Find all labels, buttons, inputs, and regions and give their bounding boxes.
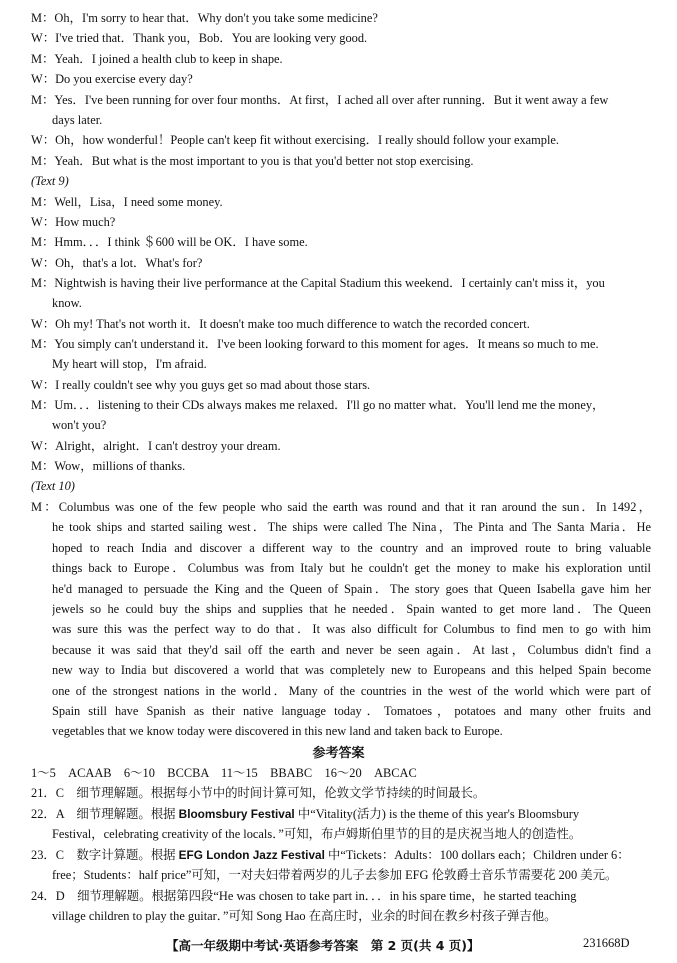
answer-24-cont: village children to play the guitar．”可知 Song Hao 在高庄时，业余的时间在教乡村孩子弹吉他。	[52, 909, 557, 923]
document-code: 231668D	[583, 936, 630, 950]
dialogue-line: W：Oh my! That's not worth it．It doesn't make too much difference to watch the recorded concert.	[31, 317, 530, 331]
passage-line: because it was said that they'd sail off the earth and never be seen again．At last，Columbus didn't find a	[52, 643, 651, 657]
passage-line: hoped to reach India and discover a different way to the country and an improved route to bring valuable	[52, 541, 651, 555]
dialogue-line-cont: days later.	[52, 113, 103, 127]
answer-key-line: 1～5 ACAAB 6～10 BCCBA 11～15 BBABC 16～20 ABCAC	[31, 766, 417, 780]
page-footer: 【高一年级期中考试·英语参考答案 第 2 页(共 4 页)】	[166, 938, 480, 953]
festival-name: EFG London Jazz Festival	[178, 848, 325, 862]
passage-line: M：Columbus was one of the few people who said the earth was round and that it ran around the sun．In 1492，	[31, 500, 651, 514]
dialogue-line: M：Nightwish is having their live performance at the Capital Stadium this weekend．I certainly can't miss it，you	[31, 276, 605, 290]
dialogue-line-cont: know.	[52, 296, 82, 310]
dialogue-line: M：Um．．．listening to their CDs always makes me relaxed．I'll go no matter what．You'll lend me the money，	[31, 398, 605, 412]
dialogue-line: M：Yeah．I joined a health club to keep in shape.	[31, 52, 283, 66]
answer-23-cont: free；Students：half price”可知，一对夫妇带着两岁的儿子去参加 EFG 伦敦爵士音乐节需要花 200 美元。	[52, 868, 618, 882]
answer-21: 21．C 细节理解题。根据每小节中的时间计算可知，伦敦文学节持续的时间最长。	[31, 786, 486, 800]
dialogue-line-cont: My heart will stop，I'm afraid.	[52, 357, 207, 371]
answer-22-cont: Festival，celebrating creativity of the locals．”可知，布卢姆斯伯里节的目的是庆祝当地人的创造性。	[52, 827, 582, 841]
festival-name: Bloomsbury Festival	[178, 807, 295, 821]
passage-line: was sure this was the perfect way to do that．It was also difficult for Columbus to find men to go with him	[52, 622, 651, 636]
dialogue-line: W：I've tried that．Thank you，Bob．You are looking very good.	[31, 31, 368, 45]
dialogue-line: W：I really couldn't see why you guys get so mad about those stars.	[31, 378, 371, 392]
passage-line: things back to Europe．Columbus was from Italy but he couldn't get the money to make his exploration until	[52, 561, 651, 575]
dialogue-line: W：How much?	[31, 215, 116, 229]
text10-label: (Text 10)	[31, 479, 75, 493]
dialogue-line: W：Alright，alright．I can't destroy your dream.	[31, 439, 281, 453]
dialogue-line: M：Yeah．But what is the most important to you is that you'd better not stop exercising.	[31, 154, 474, 168]
passage-line: he took ships and started sailing west．The ships were called The Nina，The Pinta and The Santa Maria．He	[52, 520, 651, 534]
passage-line: vegetables that we know today were discovered in this new land and taken back to Europe.	[52, 724, 503, 738]
dialogue-line: M：Well，Lisa，I need some money.	[31, 195, 223, 209]
dialogue-line: W：Oh，how wonderful！People can't keep fit without exercising．I really should follow your example.	[31, 133, 560, 147]
answer-23: 23．C 数字计算题。根据 EFG London Jazz Festival 中“Tickets：Adults：100 dollars each；Children under 6：	[31, 848, 630, 862]
text9-label: (Text 9)	[31, 174, 69, 188]
dialogue-line: M：Wow，millions of thanks.	[31, 459, 186, 473]
dialogue-line: M：Oh，I'm sorry to hear that．Why don't you take some medicine?	[31, 11, 378, 25]
passage-line: Spain still have Spanish as their native language today．Tomatoes，potatoes and many other fruits and	[52, 704, 651, 718]
dialogue-line: M：You simply can't understand it．I've been looking forward to this moment for ages．It means so much to me.	[31, 337, 599, 351]
answers-title: 参考答案	[312, 745, 365, 760]
passage-line: one of the strongest nations in the world．Many of the countries in the west of the world which were part of	[52, 684, 651, 698]
dialogue-line-cont: won't you?	[52, 418, 107, 432]
dialogue-line: W：Do you exercise every day?	[31, 72, 193, 86]
dialogue-line: M：Yes．I've been running for over four months．At first，I ached all over after running．But it went away a few	[31, 93, 609, 107]
passage-line: he'd managed to persuade the King and the Queen of Spain．The story goes that Queen Isabella gave him her	[52, 582, 651, 596]
dialogue-line: W：Oh，that's a lot．What's for?	[31, 256, 203, 270]
answer-24: 24．D 细节理解题。根据第四段“He was chosen to take part in．．．in his spare time，he started teaching	[31, 889, 577, 903]
dialogue-line: M：Hmm．．．I think ＄600 will be OK．I have some.	[31, 235, 308, 249]
passage-line: jewels so he could buy the ships and supplies that he needed．Spain wanted to get more land．The Queen	[52, 602, 651, 616]
passage-line: new way to India but discovered a world that was completely new to Europeans and this helped Spain become	[52, 663, 651, 677]
answer-22: 22．A 细节理解题。根据 Bloomsbury Festival 中“Vitality(活力) is the theme of this year's Bloomsbury	[31, 807, 580, 821]
